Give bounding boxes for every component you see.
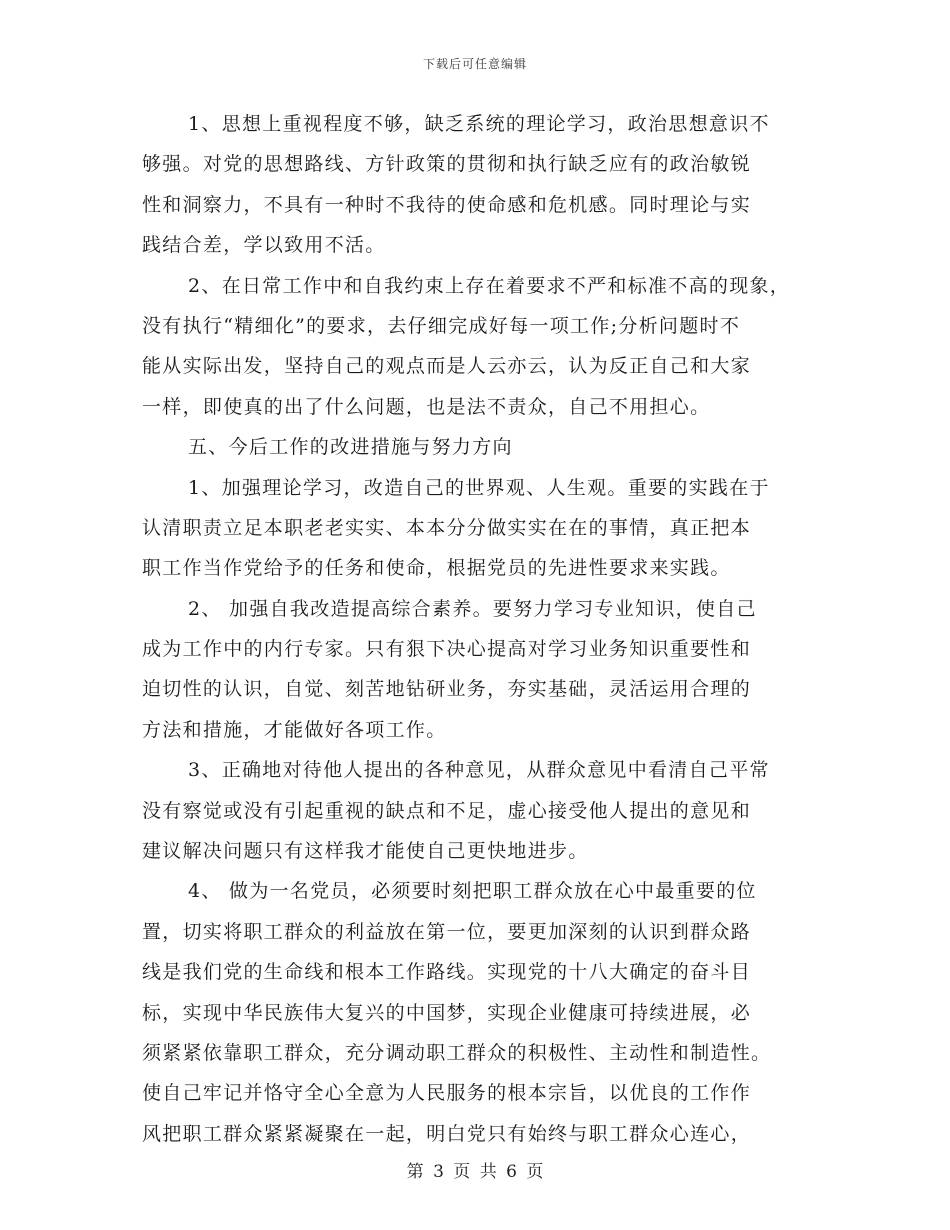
text-line: 使自己牢记并恪守全心全意为人民服务的根本宗旨，以优良的工作作 [142,1082,752,1105]
text-line: 职工作当作党给予的任务和使命，根据党员的先进性要求来实践。 [142,557,731,580]
text-line: 2、 加强自我改造提高综合素养。要努力学习专业知识，使自己 [188,597,757,620]
text-line: 置，切实将职工群众的利益放在第一位，要更加深刻的认识到群众路 [142,920,752,943]
text-line: 能从实际出发，坚持自己的观点而是人云亦云，认为反正自己和大家 [142,355,752,378]
text-line: 践结合差，学以致用不活。 [142,234,386,257]
section-heading: 五、今后工作的改进措施与努力方向 [188,436,513,459]
text-line: 一样，即使真的出了什么问题，也是法不责众，自己不用担心。 [142,395,711,418]
text-line: 线是我们党的生命线和根本工作路线。实现党的十八大确定的奋斗目 [142,961,752,984]
text-line: 够强。对党的思想路线、方针政策的贯彻和执行缺乏应有的政治敏锐 [142,153,752,176]
page-footer: 第 3 页 共 6 页 [406,1162,544,1182]
text-line: 建议解决问题只有这样我才能使自己更快地进步。 [142,840,589,863]
text-line: 方法和措施，才能做好各项工作。 [142,718,447,741]
text-line: 标，实现中华民族伟大复兴的中国梦，实现企业健康可持续进展，必 [142,1001,752,1024]
text-line: 风把职工群众紧紧凝聚在一起，明白党只有始终与职工群众心连心， [142,1122,752,1145]
text-line: 性和洞察力，不具有一种时不我待的使命感和危机感。同时理论与实 [142,193,752,216]
text-line: 须紧紧依靠职工群众，充分调动职工群众的积极性、主动性和制造性。 [142,1041,772,1064]
text-line: 1、思想上重视程度不够，缺乏系统的理论学习，政治思想意识不 [188,113,770,135]
text-line: 4、 做为一名党员，必须要时刻把职工群众放在心中最重要的位 [188,880,757,903]
text-line: 3、正确地对待他人提出的各种意见，从群众意见中看清自己平常 [188,759,770,782]
text-line: 1、加强理论学习，改造自己的世界观、人生观。重要的实践在于 [188,476,770,499]
text-line: 成为工作中的内行专家。只有狠下决心提高对学习业务知识重要性和 [142,638,752,661]
text-line: 没有执行“精细化”的要求，去仔细完成好每一项工作;分析问题时不 [142,314,741,337]
text-line: 认清职责立足本职老老实实、本本分分做实实在在的事情，真正把本 [142,516,752,539]
document-body [142,104,810,1154]
text-line: 迫切性的认识，自觉、刻苦地钻研业务，夯实基础，灵活运用合理的 [142,678,752,701]
page-header: 下载后可任意编辑 [422,57,527,71]
text-line: 没有察觉或没有引起重视的缺点和不足，虚心接受他人提出的意见和 [142,799,752,822]
text-line: 2、在日常工作中和自我约束上存在着要求不严和标准不高的现象， [188,274,791,297]
